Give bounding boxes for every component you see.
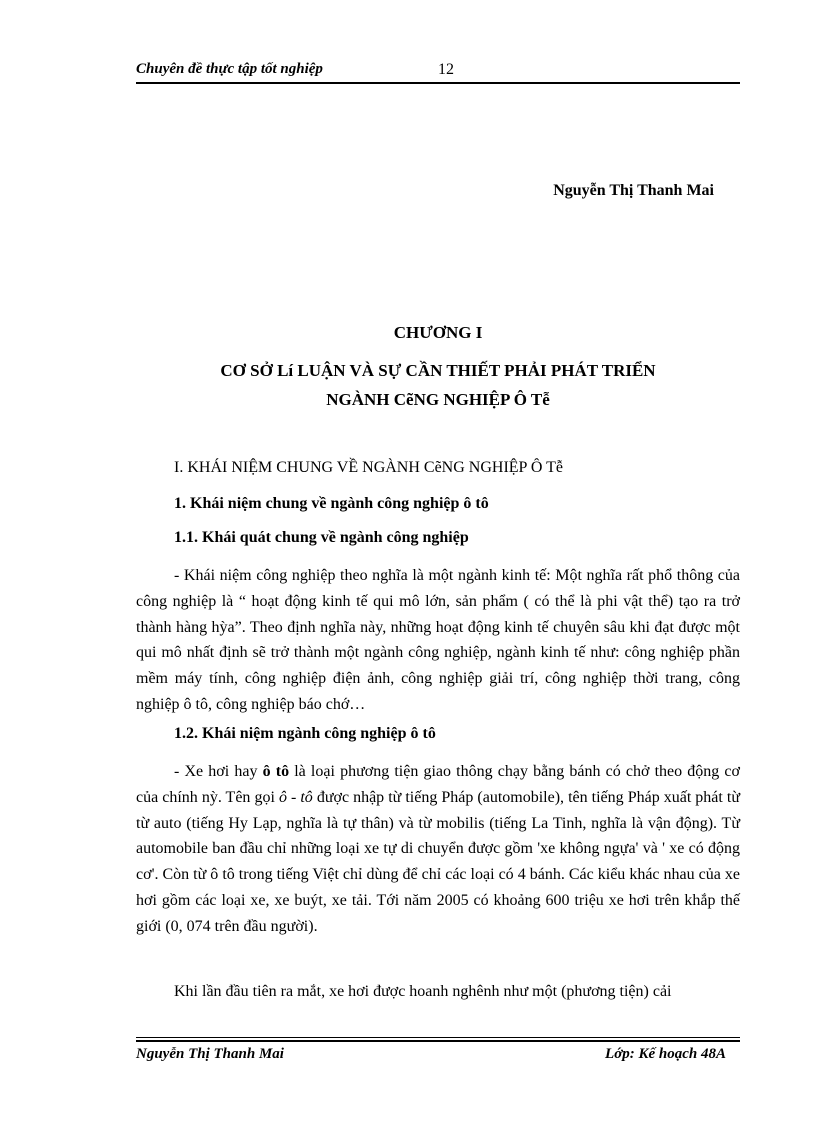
footer-class: Lớp: Kế hoạch 48A [605, 1046, 726, 1062]
paragraph-text: - Xe hơi hay [174, 763, 263, 780]
paragraph-automobile-definition [136, 759, 740, 940]
paragraph-industry-definition: - Khái niệm công nghiệp theo nghĩa là một ngành kinh tế: Một nghĩa rất phổ thông của công nghiệp là “ hoạt động kinh tế qui mô lớn, sản phẩm ( có thể là phi vật thể) tạo ra trở thành hàng hỳa”. Theo định nghĩa này, những hoạt động kinh tế chuyên sâu khi đạt được một qui mô nhất định sẽ trở thành một ngành công nghiệp, ngành kinh tế như: công nghiệp phần mềm máy tính, công nghiệp điện ảnh, công nghiệp giải trí, công nghiệp thời trang, công nghiệp ô tô, công nghiệp báo chớ… [136, 567, 740, 713]
chapter-title-line2: NGÀNH CẽNG NGHIỆP Ô Tễ [326, 390, 550, 409]
paragraph-text: được nhập từ tiếng Pháp (automobile), tên tiếng Pháp xuất phát từ từ auto (tiếng Hy Lạp, nghĩa là tự thân) và từ mobilis (tiếng La Tinh, nghĩa là vận động). Từ automobile ban đầu chỉ những loại xe tự di chuyển được gồm 'xe không ngựa' và ' xe có động cơ'. Còn từ ô tô trong tiếng Việt chỉ dùng để chỉ các loại có 4 bánh. Các kiểu khác nhau của xe hơi gồm các loại xe, xe buýt, xe tải. Tới năm 2005 có khoảng 600 triệu xe hơi trên khắp thế giới (0, 074 trên đầu người). [136, 788, 740, 935]
section-heading-1: 1. Khái niệm chung về ngành công nghiệp ô tô [174, 495, 489, 512]
section-heading-I: I. KHÁI NIỆM CHUNG VỀ NGÀNH CẽNG NGHIỆP Ô Tễ [174, 459, 563, 476]
bold-term: ô tô [262, 763, 290, 780]
paragraph-text: là loại phương tiện giao thông chạy bằng bánh có chở theo động cơ của chính nỳ. Tên gọi [136, 763, 740, 806]
chapter-title-line1: CƠ SỞ Lí LUẬN VÀ SỰ CẦN THIẾT PHẢI PHÁT TRIỂN [220, 361, 656, 380]
header-title: Chuyên đề thực tập tốt nghiệp [136, 61, 323, 77]
footer-author: Nguyễn Thị Thanh Mai [136, 1046, 284, 1062]
footer-divider-thick [136, 1040, 740, 1042]
paragraph-continuation: Khi lần đầu tiên ra mắt, xe hơi được hoanh nghênh như một (phương tiện) cải [174, 983, 672, 1000]
chapter-number: CHƯƠNG I [393, 323, 483, 342]
page-number: 12 [438, 61, 454, 78]
section-heading-1-1: 1.1. Khái quát chung về ngành công nghiệp [174, 529, 469, 546]
italic-term: ô - tô [278, 788, 313, 806]
page-header [136, 61, 740, 83]
footer-divider-thin [136, 1037, 740, 1038]
section-heading-1-2: 1.2. Khái niệm ngành công nghiệp ô tô [174, 725, 436, 742]
header-divider [136, 82, 740, 84]
author-name: Nguyễn Thị Thanh Mai [553, 182, 714, 199]
